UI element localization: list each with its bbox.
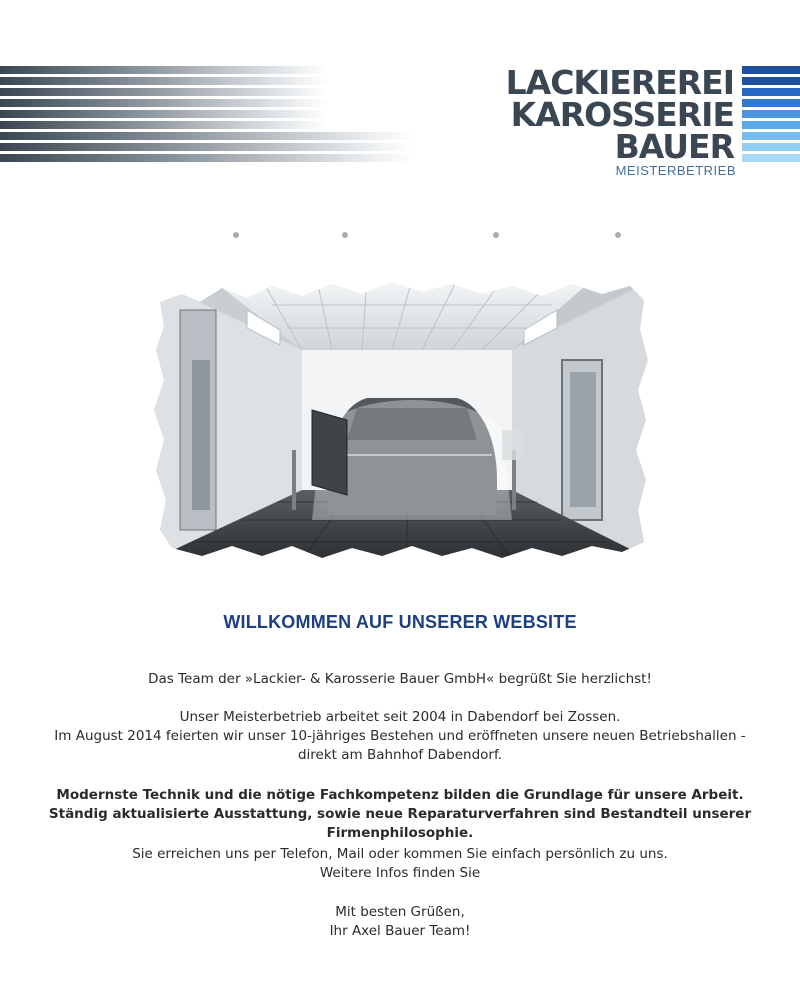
slider-dot[interactable] — [342, 232, 348, 238]
hero-image — [152, 280, 652, 560]
logo-tagline: MEISTERBETRIEB — [615, 163, 736, 178]
history-line: Im August 2014 feierten wir unser 10-jähriges Bestehen und eröffneten unsere neuen Betriebshallen - — [54, 728, 746, 744]
slider-dot[interactable] — [493, 232, 499, 238]
company-logo[interactable] — [0, 63, 800, 178]
paint-booth-illustration — [152, 280, 652, 560]
philosophy-line: Ständig aktualisierte Ausstattung, sowie neue Reparaturverfahren sind Bestandteil unserer Firmenphilosophie. — [48, 806, 752, 841]
logo-blue-bar — [742, 121, 800, 129]
logo-blue-bar — [742, 143, 800, 151]
welcome-headline: WILLKOMMEN AUF UNSERER WEBSITE — [223, 612, 577, 632]
history-text — [0, 708, 800, 765]
logo-line-lackiererei: LACKIEREREI — [505, 63, 734, 102]
closing-line: Mit besten Grüßen, — [335, 904, 465, 920]
greeting-text — [0, 670, 800, 689]
history-line: direkt am Bahnhof Dabendorf. — [297, 747, 503, 763]
logo-blue-bar — [742, 154, 800, 162]
logo-blue-bar — [742, 66, 800, 74]
logo-blue-bar — [742, 88, 800, 96]
slider-dot[interactable] — [233, 232, 239, 238]
history-line: Unser Meisterbetrieb arbeitet seit 2004 in Dabendorf bei Zossen. — [179, 709, 621, 725]
contact-line: Weitere Infos finden Sie — [319, 865, 481, 881]
philosophy-text — [0, 786, 800, 843]
philosophy-line: Modernste Technik und die nötige Fachkompetenz bilden die Grundlage für unsere Arbeit. — [56, 787, 744, 803]
logo-blue-bar — [742, 77, 800, 85]
contact-line: Sie erreichen uns per Telefon, Mail oder kommen Sie einfach persönlich zu uns. — [132, 846, 668, 862]
contact-text — [0, 845, 800, 883]
greeting-line: Das Team der »Lackier- & Karosserie Bauer GmbH« begrüßt Sie herzlichst! — [148, 671, 652, 687]
logo-line-karosserie: KAROSSERIE — [510, 95, 734, 134]
logo-blue-bar — [742, 132, 800, 140]
closing-text — [0, 903, 800, 941]
logo-line-bauer: BAUER — [614, 127, 734, 166]
logo-blue-bar — [742, 99, 800, 107]
closing-line: Ihr Axel Bauer Team! — [329, 923, 471, 939]
logo-blue-bar — [742, 110, 800, 118]
slider-dot[interactable] — [615, 232, 621, 238]
site-header — [0, 63, 800, 178]
